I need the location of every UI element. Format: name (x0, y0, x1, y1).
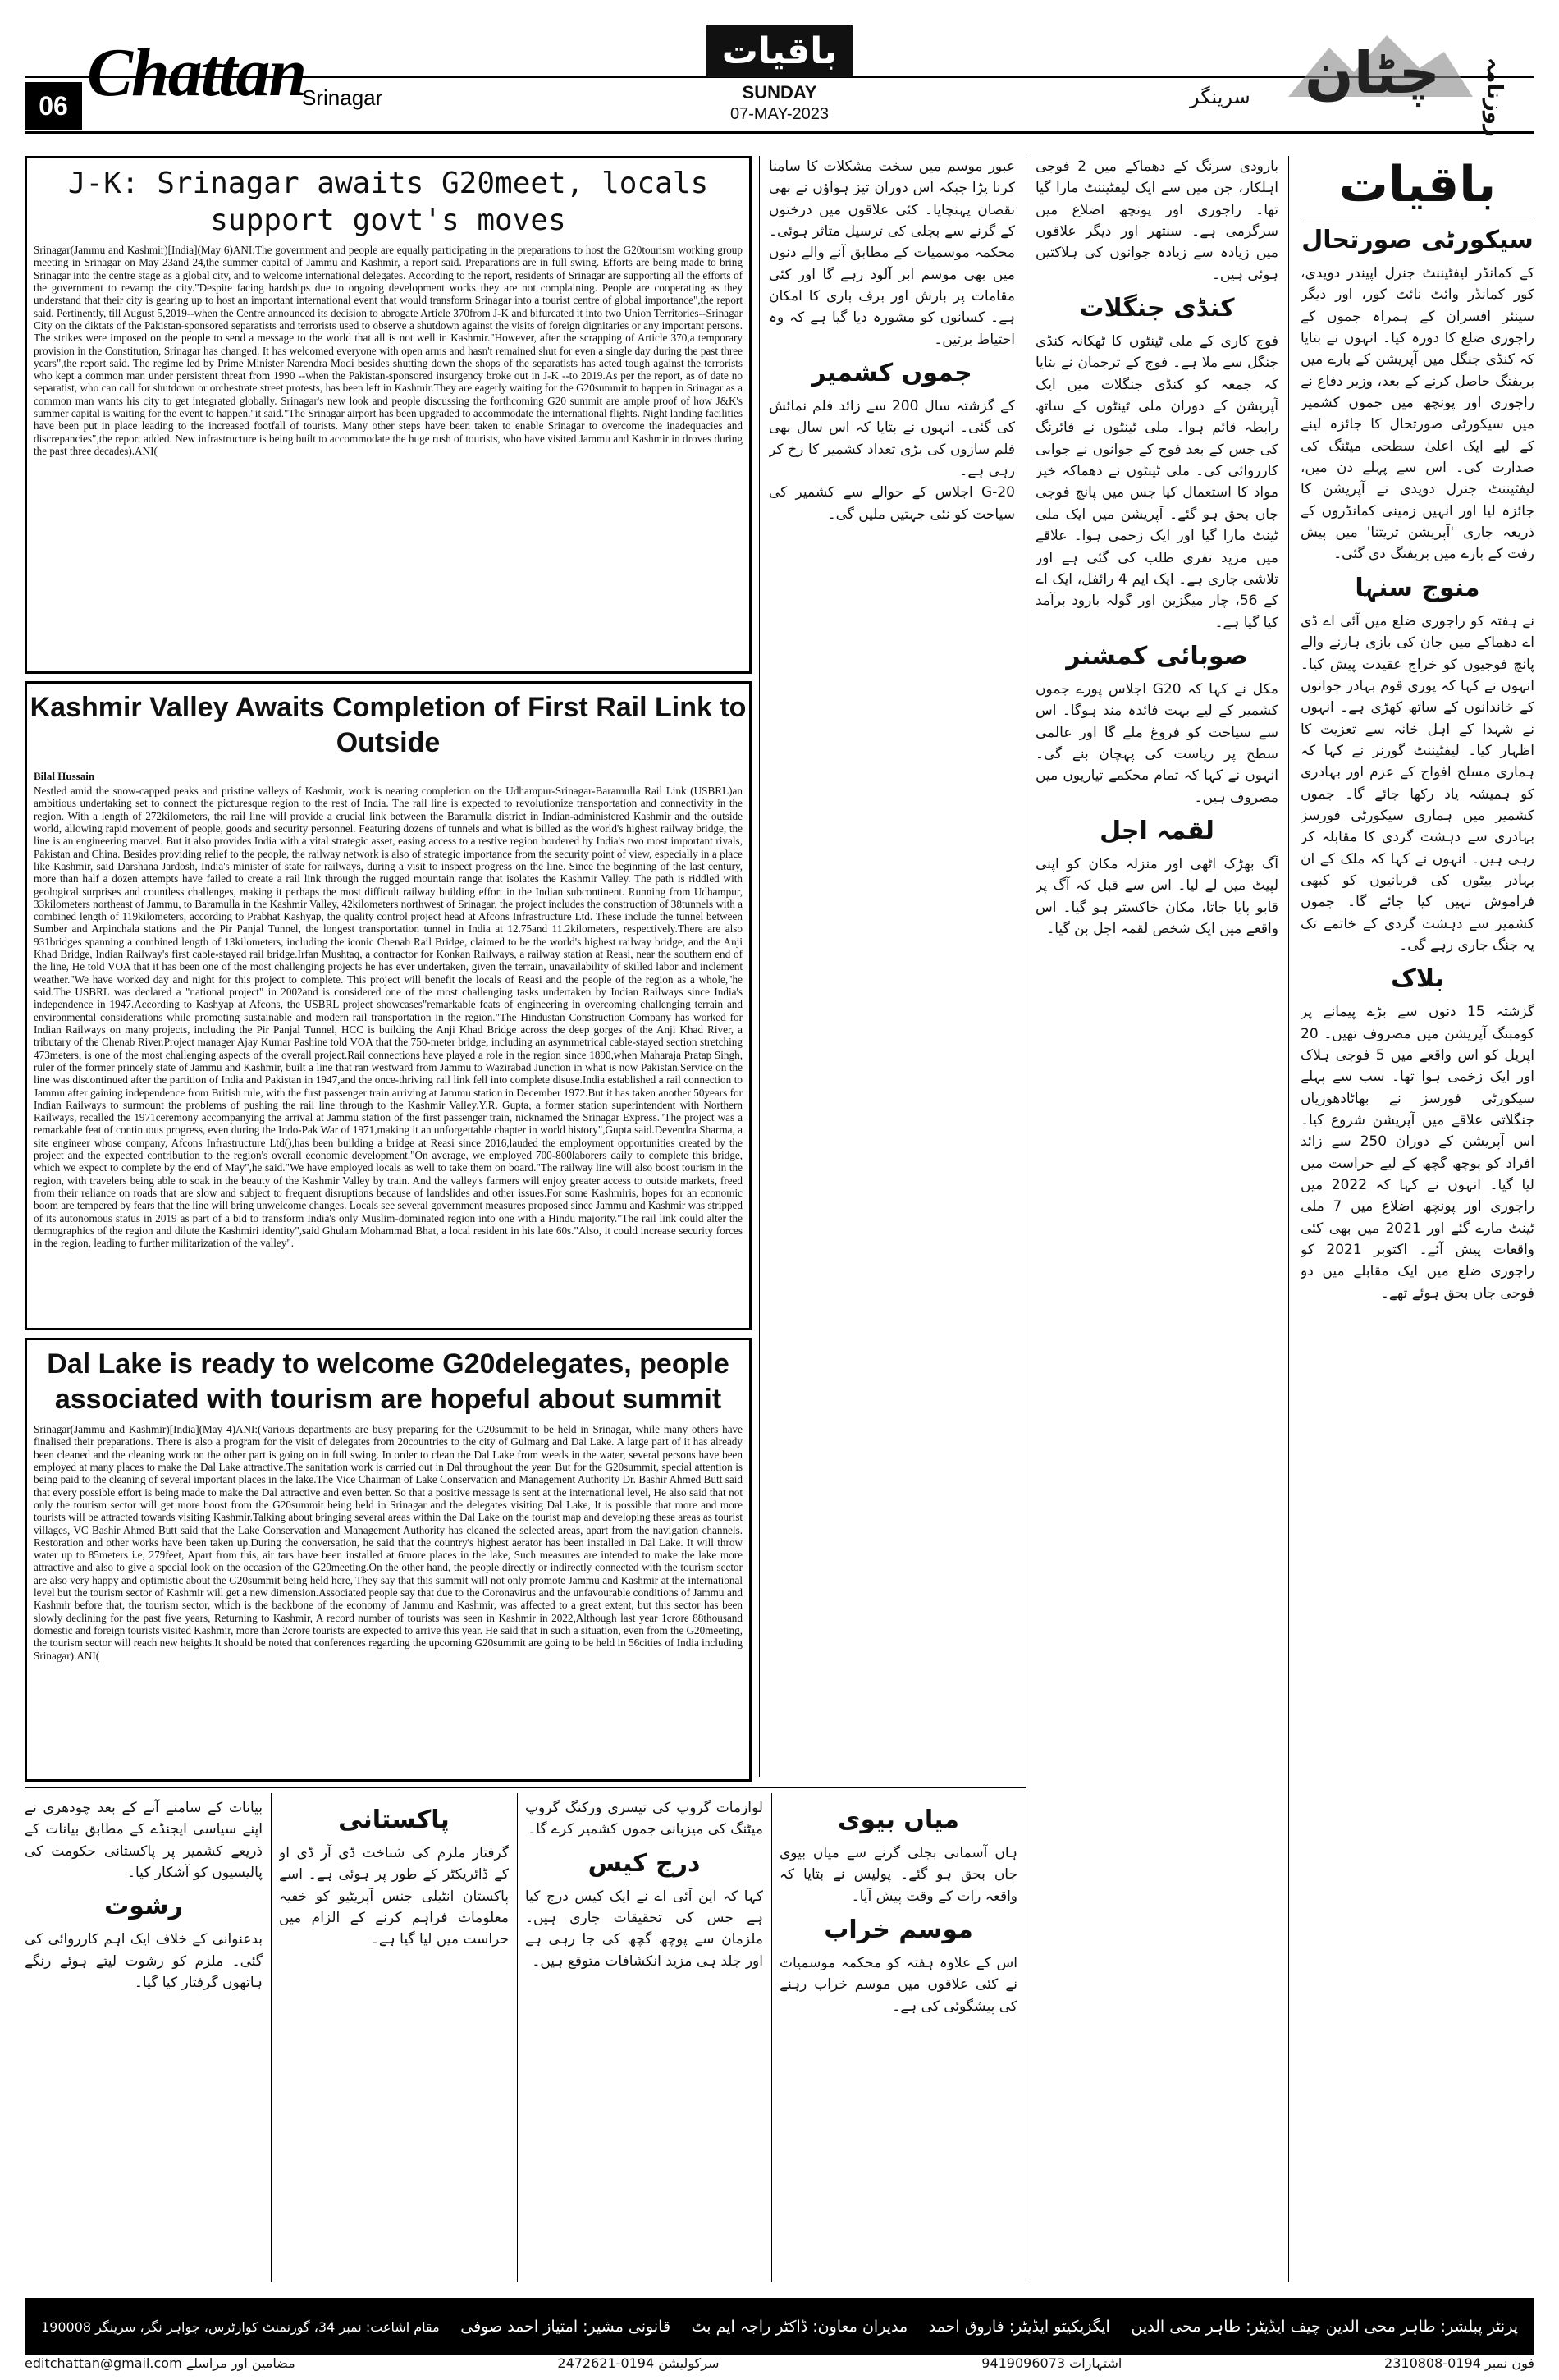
article-3-headline: Dal Lake is ready to welcome G20delegates, people associated with tourism are hopeful about summit (47, 1348, 729, 1415)
urdu-col4-body-1: بیانات کے سامنے آنے کے بعد چودھری نے اپنے سیاسی ایجنڈے کے مطابق بیانات کے ذریعے کشمیر پر پاکستانی حکومت کی پالیسیوں کو آشکار کیا۔ (25, 1800, 263, 1882)
urdu-logo (1280, 23, 1477, 130)
urdu-col-6 (525, 1797, 763, 2282)
article-1 (25, 156, 752, 674)
footer-phone: 0194-2310808 (1384, 2355, 1481, 2371)
urdu-col3-heading-2: جموں کشمیر (812, 359, 972, 388)
article-3 (25, 1338, 752, 1782)
urdu-col5-body-1: گرفتار ملزم کی شناخت ڈی آر ڈی او کے ڈائریکٹر کے طور پر ہوئی ہے۔ اسے پاکستان انٹیلی جنس آپریٹیو کو خفیہ معلومات فراہم کرنے کے الزام میں حراست میں لیا گیا ہے۔ (279, 1845, 509, 1948)
urdu-col1-body-1: کے کمانڈر لیفٹیننٹ جنرل اپیندر دویدی، کور کمانڈر وائٹ نائٹ کور، اور دیگر سینئر افسران کے ہمراہ جموں کے راجوری ضلع کا دورہ کیا۔ انہوں نے بتایا کہ کنڈی جنگل میں آپریشن کے بارے میں بریفنگ حاصل کرنے کے بعد، وزیر دفاع نے راجوری اور پونچھ میں جموں کشمیر میں سیکورٹی صورتحال کا جائزہ لینے کے لیے ایک اعلیٰ سطحی میٹنگ کی صدارت کی۔ اس سے پہلے دن میں، لیفٹیننٹ جنرل دویدی نے آپریشن کا جائزہ لیا اور انہیں زمینی کمانڈروں کے ذریعہ جاری 'آپریشن تریتنا' میں پیش رفت کے بارے میں بریفنگ دی گئی۔ (1301, 265, 1534, 563)
urdu-col2-heading-2: کنڈی جنگلات (1079, 294, 1235, 323)
article-2-body: Nestled amid the snow-capped peaks and pristine valleys of Kashmir, work is nearing completion on the Udhampur-Srinagar-Baramulla Rail Link (USBRL)an ambitious undertaking set to connect the picturesque region to the rest of India. The rail line is expected to revolutionize transportation and connectivity in the region. With a length of 272kilometers, the rail line will provide a crucial link between the Baramulla district in Indian-administered Kashmir and the outside world, allowing rapid movement of people, goods and security personnel. Featuring dozens of tunnels and what is billed as the world's highest railway bridge, the line is an engineering marvel. But it also provides India with a vital strategic asset, easing access to a restive region bordered by India's two most important rivals, Pakistan and China. Besides providing relief to the people, the railway network is also of strategic importance from the security point of view, especially in a place like Kashmir, said Darshana Jardosh, India's minister of state for railways, during a visit to inspect progress on the line. Since the beginning of the last century, more than half a dozen attempts have failed to create a rail link through the rugged mountain range that isolates the Kashmir Valley. The path is riddled with geological surprises and countless challenges, making it perhaps the most difficult railway building effort in the Indian subcontinent. Running from Udhampur, 33kilometers northeast of Jammu, to Baramulla in the Kashmir Valley, 42kilometers northwest of Srinagar, the project includes the construction of 38tunnels with a combined length of 119kilometers, according to Prabhat Kashyap, the quality control project head at Afcons Infrastructure Ltd. These include the tunnel between Sumber and Arpinchala stations and the Pir Panjal Tunnel, the longest transportation tunnel in India at 12.75and 11.2kilometers, respectively.There are also 931bridges spanning a combined length of 13kilometers, including the iconic Chenab Rail Bridge, claimed to be the world's highest railway bridge, and the Anji Khad Bridge, Indian Railway's first cable-stayed rail bridge.Irfan Mushtaq, a contractor for Konkan Railways, a railway station at Reasi, near the southern end of the line, He told VOA that it has been one of the most challenging projects he has ever undertaken, given the terrain, unavailability of skilled labor and inclement weather."We have worked day and night for this project to complete. This project will benefit the locals of Reasi and the people of the region as a whole,"he said.The USBRL was declared a "national project" in 2002and is considered one of the most challenging tasks undertaken by Indian Railways since India's independence in 1947.According to Kashyap at Afcons, the USBRL project showcases"remarkable feats of engineering in overcoming challenging terrain and environmental considerations while promoting sustainable and modern rail transportation in the region."The Hindustan Construction Company has worked for Indian Railways on many projects, including the Pir Panjal Tunnel, HCC is building the Anji Khad Bridge across the deep gorges of the Anji Khad River, a tributary of the Chenab River.Project manager Ajay Kumar Pashine told VOA that the 750-meter bridge, including an asymmetrical cable-stayed section stretching 473meters, is one of the most challenging aspects of the overall project.Rail connections have played a role in the region since 1890,when Maharaja Pratap Singh, ruler of the former princely state of Jammu and Kashmir, built a line that ran westward from Jammu to Wazirabad Junction in what is now Pakistan.Service on the line was discontinued after the partition of India and Pakistan in 1947,and the once-thriving rail link fell into complete disuse.India established a rail connection to Jammu after gaining independence from British rule, with the first passenger train arriving at Jammu station in December 1972.But it has taken another 50years for Indian Railways to surmount the problems of pushing the rail line through to the Kashmir Valley.Y.R. Gupta, a former station superintendent with Northern Railways, recalled the 1971ceremony accompanying the arrival at Jammu station of the first passenger train, nicknamed the Srinagar Express."The project was a remarkable feat of continuous progress, even during the Indo-Pak War of 1971,making it an unforgettable chapter in world history",Gupta said.Devendra Sharma, a site engineer whose company, Afcons Infrastructure Ltd(),has been building a bridge at Reasi since 2016,lauded the employment opportunities created by the project and the expected contribution to the region's overall economic development."On average, we employed 700-800laborers daily to complete this bridge, which we expect to complete by the end of May",he said."We have employed locals as well to take them on board."The railway line will also boost tourism in the region, with travelers being able to soak in the beauty of the Kashmir Valley by train. And the valley's farmers will enjoy greater access to outside markets, freed from their reliance on roads that are slow and subject to frequent disruptions because of landslides and other issues.For some Kashmiris, hopes for an economic boom are tempered by fears that the line will bring unwelcome changes. Locals see several government measures proposed since Jammu and Kashmir was stripped of its autonomous status in 2019 as part of a bid to transform India's only Muslim-dominated region into one with a Hindu majority."The rail link could alter the demographics of the region and dilute the Kashmiri identity",said Ghulam Mohammad Bhat, a local resident in his late 60s."Also, it could increase security forces in the region, leading to further militarization of the valley". (34, 785, 743, 1250)
urdu-col2-body-3: مکل نے کہا کہ G20 اجلاس پورے جموں کشمیر کے لیے بہت فائدہ مند ہوگا۔ اس سے سیاحت کو فروغ ملے گا اور عالمی سطح پر ریاست کی پہچان بنے گی۔ انہوں نے کہا کہ تمام محکمے تیاریوں میں مصروف ہیں۔ (1036, 680, 1278, 806)
urdu-col5-heading-1: پاکستانی (338, 1806, 450, 1834)
urdu-col2-body-2: فوج کاری کے ملی ٹینٹوں کا ٹھکانہ کنڈی جنگل سے ملا ہے۔ فوج کے ترجمان نے بتایا کہ جمعہ کو کنڈی جنگلات میں ایک آپریشن کے دوران ملی ٹینٹوں کے ساتھ رابطہ قائم ہوا۔ ملی ٹینٹوں نے فائرنگ کی جس کے بعد فوج کے جوانوں نے جوابی کارروائی کی۔ ملی ٹینٹوں نے دھماکہ خیز مواد کا استعمال کیا جس میں پانچ فوجی جاں بحق ہو گئے۔ آپریشن میں ایک ملی ٹینٹ مارا گیا اور ایک زخمی ہوا۔ علاقے میں مزید نفری طلب کی گئی ہے اور تلاشی جاری ہے۔ ایک ایم 4 رائفل، ایک اے کے 56، چار میگزین اور گولہ بارود برآمد کیا گیا ہے۔ (1036, 333, 1278, 631)
bottom-divider-b (517, 1793, 518, 2282)
brand-logo: Chattan (87, 34, 306, 111)
col-divider-1 (1288, 156, 1289, 2282)
article-1-body: Srinagar(Jammu and Kashmir)[India](May 6)ANI:The government and people are equally participating in the preparations to host the G20tourism working group meeting in Srinagar on May 23and 24,the summer capital of Jammu and Kashmir, a report said. Preparations are in full swing. Efforts are being made to bring Srinagar into the centre stage as a global city, and to welcome international delegates. According to the report, residents of Srinagar are supporting all the efforts of the government to revamp the city."Despite facing hardships due to ongoing development works they are not complaining. People are cooperating as they understand that their city is gearing up to host an important international event that would transform Srinagar into a tourist centre of global importance",the report said. Pertinently, till August 5,2019--when the Centre announced its decision to abrogate Article 370from J-K and bifurcated it into two Union Territories--Srinagar City on the diktats of the Pakistan-sponsored separatists and terrorists used to observe a shutdown against the visits of foreign dignitaries or any important persons. The strikes were imposed on the people to send a message to the world that all is not well in Kashmir."However, after the scrapping of Article 370,a temporary provision in the Constitution, Srinagar has changed. It has welcomed everyone with open arms and hasn't remained shut for even a single day during the past three years",the report said. The regime led by Prime Minister Narendra Modi besides shutting down the shops of the separatists has acted tough against the terrorists who kept a common man under persistent threat from 1990 --when the Pakistan-sponsored insurgency broke out in J-K --to 2019.As per the report, as of date no separatist, who can call for shutdown or orchestrate street protests, has been left in Kashmir.They are eagerly waiting for the G20summit to happen in Srinagar as a common man wants his city to get integrated globally. Srinagar's new look and people discussing the forthcoming G20 summit are ample proof of how J&K's summer capital is waiting for the event to happen."it said."The Srinagar airport has been upgraded to accommodate the international flights. Night landing facilities have been put in place leading to the increased footfall of tourists. Many other steps have been taken to enable Srinagar to overcome the inadequacies and discrepancies",the report added. New infrastructure is being built to accommodate the huge rush of tourists, who have visited Jammu and Kashmir in droves during the past three decades).ANI( (34, 244, 743, 457)
masthead-bottom-rule (25, 131, 1534, 134)
article-3-body: Srinagar(Jammu and Kashmir)[India](May 4)ANI:(Various departments are busy preparing for the G20summit to be held in Srinagar, while many others have finalised their preparations. There is also a program for the visit of delegates from 20countries to the city of Gulmarg and Dal Lake. A large part of it has already been cleaned and the cleaning work on the other part is going on in full swing. In order to clean the Dal Lake from weeds in the water, several persons have been employed at many places to make the Dal Lake attractive.The sanitation work is carried out in Dal throughout the year. But for the G20summit, special attention is being paid to the cleaning of several important places in the lake.The Vice Chairman of Lake Conservation and Management Authority Dr. Bashir Ahmed Butt said that every possible effort is being made to make the Dal attractive and even better. So that a positive message is sent at the international level, He also said that not only the tourism sector will get more boost from the G20summit being held in Srinagar and the delegates visiting Dal Lake, It is possible that more and more tourists will be attracted towards visiting Kashmir.Talking about bringing several areas within the Dal Lake on the tourist map and developing these areas as tourist villages, VC Bashir Ahmed Butt said that the Lake Conservation and Management Authority has cleaned the selected areas, apart from the navigation channels. Restoration and other works have been taken up.During the conversation, he said that the country's highest aerator has been installed in Dal Lake. It will throw water up to 85meters i.e, 279feet, Apart from this, air tars have been installed at 6more places in the lake, Such measures are intended to make the lake more attractive and also to give a special look on the occasion of the G20meeting.On the other hand, the people directly or indirectly connected with the tourism sector are also very happy and optimistic about the G20summit being held here, They say that this summit will not only promote Jammu and Kashmir at the international level but the tourism sector of Kashmir will get a new dimension.Associated people say that due to the Coronavirus and the unfavourable conditions of Jammu and Kashmir before that, the tourism sector, which is the backbone of the economy of Jammu and Kashmir, was affected to a great extent, but this sector has been slowly declining for the past five years, Returning to Kashmir, A record number of tourists was seen in Kashmir in 2022,Although last year 1crore 88thousand domestic and foreign tourists visited Kashmir, more than 2crore tourists are expected to arrive this year. He said that in such a situation, even from the G20meeting, the tourism sector will reach new heights.It should be noted that conferences regarding the upcoming G20summit are going to be held in 56cities of India including Srinagar).ANI( (34, 1423, 743, 1662)
urdu-col-5 (279, 1797, 509, 2282)
footer-legal: قانونی مشیر: امتیاز احمد صوفی (460, 2318, 671, 2336)
urdu-col7-body-2: اس کے علاوہ ہفتہ کو محکمہ موسمیات نے کئی علاقوں میں موسم خراب رہنے کی پیشگوئی کی ہے۔ (780, 1955, 1017, 2015)
issue-date: 07-MAY-2023 (729, 105, 830, 123)
footer-ads-phone: 9419096073 (981, 2355, 1066, 2371)
bottom-divider-c (771, 1793, 772, 2282)
urdu-col3-body-1: عبور موسم میں سخت مشکلات کا سامنا کرنا پڑا جبکہ اس دوران تیز ہواؤں نے بھی نقصان پہنچایا۔ کئی علاقوں میں درختوں کے گرنے سے بجلی کی ترسیل متاثر ہوئی۔ محکمہ موسمیات کے مطابق آنے والے دنوں میں بھی موسم ابر آلود رہے گا اور کئی مقامات پر بارش اور برف باری کا امکان ہے۔ کسانوں کو مشورہ دیا گیا ہے کہ وہ احتیاط برتیں۔ (769, 158, 1015, 348)
footer-publisher: پرنٹر پبلشر: طاہر محی الدین چیف ایڈیٹر: طاہر محی الدین (1131, 2318, 1518, 2336)
urdu-logo-text: چٹان (1305, 39, 1441, 107)
urdu-col6-body-2: کہا کہ این آئی اے نے ایک کیس درج کیا ہے جس کی تحقیقات جاری ہیں۔ ملزمان سے پوچھ گچھ کی جا رہی ہے اور جلد ہی مزید انکشافات متوقع ہیں۔ (525, 1888, 763, 1970)
article-2-byline: Bilal Hussain (34, 770, 95, 782)
footer-email-label: مضامین اور مراسلے (185, 2355, 295, 2371)
urdu-col4-body-2: بدعنوانی کے خلاف ایک اہم کارروائی کی گئی۔ ملزم کو رشوت لیتے ہوئے رنگے ہاتھوں گرفتار کیا گیا۔ (25, 1931, 263, 1992)
city-label-urdu: سرینگر (1190, 85, 1250, 108)
urdu-col7-heading-1: میاں بیوی (838, 1806, 959, 1834)
article-2-headline: Kashmir Valley Awaits Completion of First Rail Link to Outside (30, 692, 747, 758)
urdu-col-4 (25, 1797, 263, 2282)
footer-editor: ایگزیکیٹو ایڈیٹر: فاروق احمد (928, 2318, 1110, 2336)
urdu-col2-body-1: بارودی سرنگ کے دھماکے میں 2 فوجی اہلکار، جن میں سے ایک لیفٹیننٹ مارا گیا تھا۔ راجوری اور پونچھ اضلاع میں سرگرمی ہے۔ سنتھر اور دیگر علاقوں میں زیادہ سے زیادہ جوانوں کی ہلاکتیں ہوئی ہیں۔ (1036, 158, 1278, 283)
footer-associate: مدیران معاون: ڈاکٹر راجہ ایم بٹ (691, 2318, 908, 2336)
issue-day: SUNDAY (742, 82, 817, 103)
urdu-col7-heading-2: موسم خراب (824, 1915, 973, 1945)
footer-ads-label: اشتہارات (1069, 2355, 1122, 2371)
col-divider-3 (759, 156, 760, 1777)
footer-imprint (25, 2298, 1534, 2355)
footer-contacts (25, 2355, 1534, 2377)
bottom-divider-a (271, 1793, 272, 2282)
urdu-col-7 (780, 1797, 1017, 2282)
urdu-col3-body-3: G-20 اجلاس کے حوالے سے کشمیر کی سیاحت کو نئی جہتیں ملیں گی۔ (769, 484, 1015, 523)
urdu-col-2 (1036, 156, 1278, 2282)
city-label: Srinagar (302, 85, 383, 110)
urdu-col6-body-1: لوازمات گروپ کی تیسری ورکنگ گروپ میٹنگ کی میزبانی جموں کشمیر کرے گا۔ (525, 1800, 763, 1838)
footer-circ-label: سرکولیشن (658, 2355, 720, 2371)
urdu-col-1 (1301, 156, 1534, 2282)
urdu-col1-heading-3: بلاک (1391, 964, 1444, 994)
urdu-col1-heading-2: منوج سنہا (1355, 573, 1480, 602)
bottom-section-rule (25, 1787, 1026, 1788)
article-1-headline: J-K: Srinagar awaits G20meet, locals support govt's moves (67, 167, 709, 237)
page-number: 06 (25, 82, 82, 130)
urdu-col6-heading-2: درج کیس (587, 1848, 701, 1878)
urdu-col3-body-2: کے گزشتہ سال 200 سے زائد فلم نمائش کی گئی۔ انہوں نے بتایا کہ اس سال بھی فلم سازوں کی بڑی تعداد کشمیر کا رخ کر رہی ہے۔ (769, 398, 1015, 480)
article-2 (25, 681, 752, 1330)
urdu-col2-body-4: آگ بھڑک اٹھی اور منزلہ مکان کو اپنی لپیٹ میں لے لیا۔ اس سے قبل کہ آگ پر قابو پایا جاتا، مکان خاکستر ہو گیا۔ اس واقعے میں ایک شخص لقمہ اجل بن گیا۔ (1036, 855, 1278, 937)
footer-phone-label: فون نمبر (1484, 2355, 1534, 2371)
urdu-col1-body-2: نے ہفتہ کو راجوری ضلع میں آئی اے ڈی اے دھماکے میں جان کی بازی ہارنے والے پانچ فوجیوں کو خراج عقیدت پیش کیا۔ انہوں نے کہا کہ پوری قوم بہادر جوانوں کے خاندانوں کے ساتھ کھڑی ہے۔ انہوں نے شہدا کے اہل خانہ سے تعزیت کا اظہار کیا۔ لیفٹیننٹ گورنر نے کہا کہ ہماری مسلح افواج کے عزم اور بہادری کو ہمیشہ یاد رکھا جائے گا۔ جموں کشمیر میں ہماری سیکورٹی فورسز بہادری سے دہشت گردی کا مقابلہ کر رہی ہیں۔ انہوں نے کہا کہ ملک کے ان بہادر بیٹوں کی قربانیوں کو کبھی فراموش نہیں کیا جائے گا۔ جموں کشمیر سے دہشت گردی کے خاتمے تک یہ جنگ جاری رہے گی۔ (1301, 612, 1534, 954)
daily-label: روزنامہ (1482, 57, 1506, 137)
section-title: باقیات (706, 25, 853, 77)
urdu-col2-heading-4: لقمہ اجل (1100, 816, 1214, 845)
urdu-col1-heading-1: سیکورٹی صورتحال (1301, 226, 1534, 254)
footer-email[interactable]: editchattan@gmail.com (25, 2355, 182, 2371)
urdu-col1-body-3: گزشتہ 15 دنوں سے بڑے پیمانے پر کومبنگ آپریشن میں مصروف تھیں۔ 20 اپریل کو اس واقعے میں 5 فوجی ہلاک اور ایک زخمی ہوا تھا۔ سب سے پہلے سیکورٹی فورسز نے بھاٹادھوریاں جنگلاتی علاقے میں آپریشن شروع کیا۔ اس آپریشن کے دوران 250 سے زائد افراد کو پوچھ گچھ کے لیے حراست میں لیا گیا۔ انہوں نے کہا کہ 2022 میں راجوری اور پونچھ اضلاع میں 7 ملی ٹینٹ مارے گئے اور 2021 میں بھی کئی واقعات پیش آئے۔ اکتوبر 2021 کو راجوری ضلع میں ایک مقابلے میں دو فوجی جاں بحق ہوئے تھے۔ (1301, 1004, 1534, 1302)
urdu-col2-heading-3: صوبائی کمشنر (1066, 641, 1248, 671)
urdu-col4-heading-2: رشوت (104, 1892, 183, 1921)
urdu-main-heading: باقیات (1338, 156, 1497, 213)
footer-address: مقام اشاعت: نمبر 34، گورنمنٹ کوارٹرس، جواہر نگر، سرینگر 190008 (41, 2318, 440, 2335)
footer-circ-phone: 0194-2472621 (557, 2355, 655, 2371)
urdu-col7-body-1: ہاں آسمانی بجلی گرنے سے میاں بیوی جاں بحق ہو گئے۔ پولیس نے بتایا کہ واقعہ رات کے وقت پیش آیا۔ (780, 1845, 1017, 1905)
